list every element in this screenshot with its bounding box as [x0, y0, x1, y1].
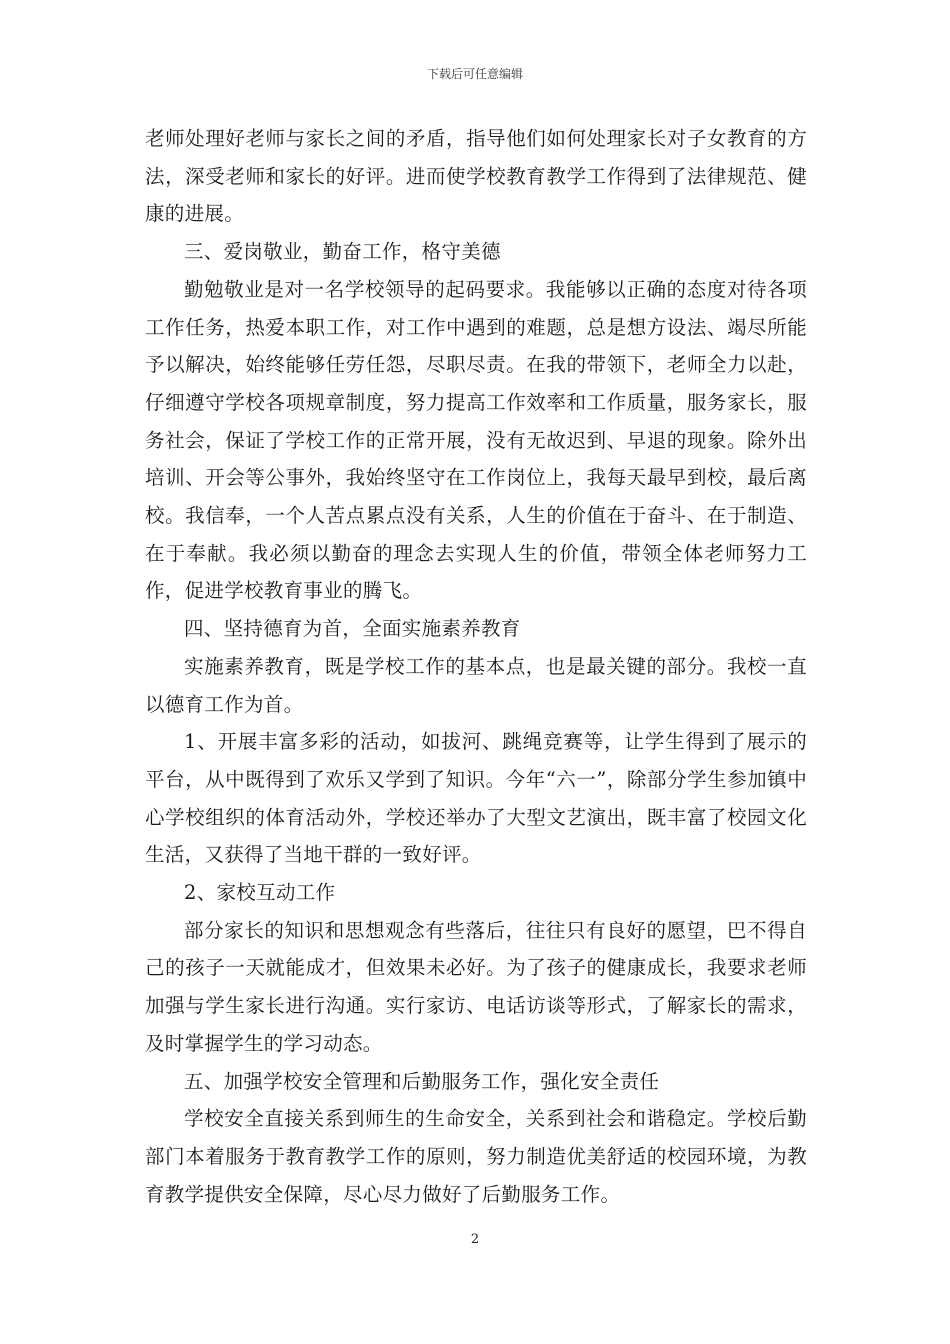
section-heading-3: 三、爱岗敬业，勤奋工作，格守美德	[184, 240, 501, 264]
page-number: 2	[470, 1232, 480, 1247]
paragraph-home-school: 部分家长的知识和思想观念有些落后，往往只有良好的愿望，巴不得自己的孩子一天就能成才，但效果未必好。为了孩子的健康成长，我要求老师加强与学生家长进行沟通。实行家访、电话访谈等形式，了解家长的需求，及时掌握学生的学习动态。	[145, 918, 807, 1055]
subheading-home-school: 2、家校互动工作	[184, 881, 336, 905]
section-heading-4: 四、坚持德育为首，全面实施素养教育	[184, 617, 521, 641]
paragraph-diligence: 勤勉敬业是对一名学校领导的起码要求。我能够以正确的态度对待各项工作任务，热爱本职工作，对工作中遇到的难题，总是想方设法、竭尽所能予以解决，始终能够任劳任怨，尽职尽责。在我的带领下，老师全力以赴，仔细遵守学校各项规章制度，努力提高工作效率和工作质量，服务家长，服务社会，保证了学校工作的正常开展，没有无故迟到、早退的现象。除外出培训、开会等公事外，我始终坚守在工作岗位上，我每天最早到校，最后离校。我信奉，一个人苦点累点没有关系，人生的价值在于奋斗、在于制造、在于奉献。我必须以勤奋的理念去实现人生的价值，带领全体老师努力工作，促进学校教育事业的腾飞。	[145, 277, 807, 603]
paragraph-continuation: 老师处理好老师与家长之间的矛盾，指导他们如何处理家长对子女教育的方法，深受老师和家长的好评。进而使学校教育教学工作得到了法律规范、健康的进展。	[145, 127, 807, 226]
paragraph-safety: 学校安全直接关系到师生的生命安全，关系到社会和谐稳定。学校后勤部门本着服务于教育教学工作的原则，努力制造优美舒适的校园环境，为教育教学提供安全保障，尽心尽力做好了后勤服务工作。	[145, 1107, 807, 1206]
paragraph-quality-education: 实施素养教育，既是学校工作的基本点，也是最关键的部分。我校一直以德育工作为首。	[145, 654, 807, 716]
page-header: 下载后可任意编辑	[426, 67, 523, 81]
section-heading-5: 五、加强学校安全管理和后勤服务工作，强化安全责任	[184, 1069, 660, 1093]
document-body	[145, 120, 807, 1213]
paragraph-activities: 1、开展丰富多彩的活动，如拔河、跳绳竞赛等，让学生得到了展示的平台，从中既得到了欢乐又学到了知识。今年“六一”，除部分学生参加镇中心学校组织的体育活动外，学校还举办了大型文艺演出，既丰富了校园文化生活，又获得了当地干群的一致好评。	[145, 730, 807, 867]
